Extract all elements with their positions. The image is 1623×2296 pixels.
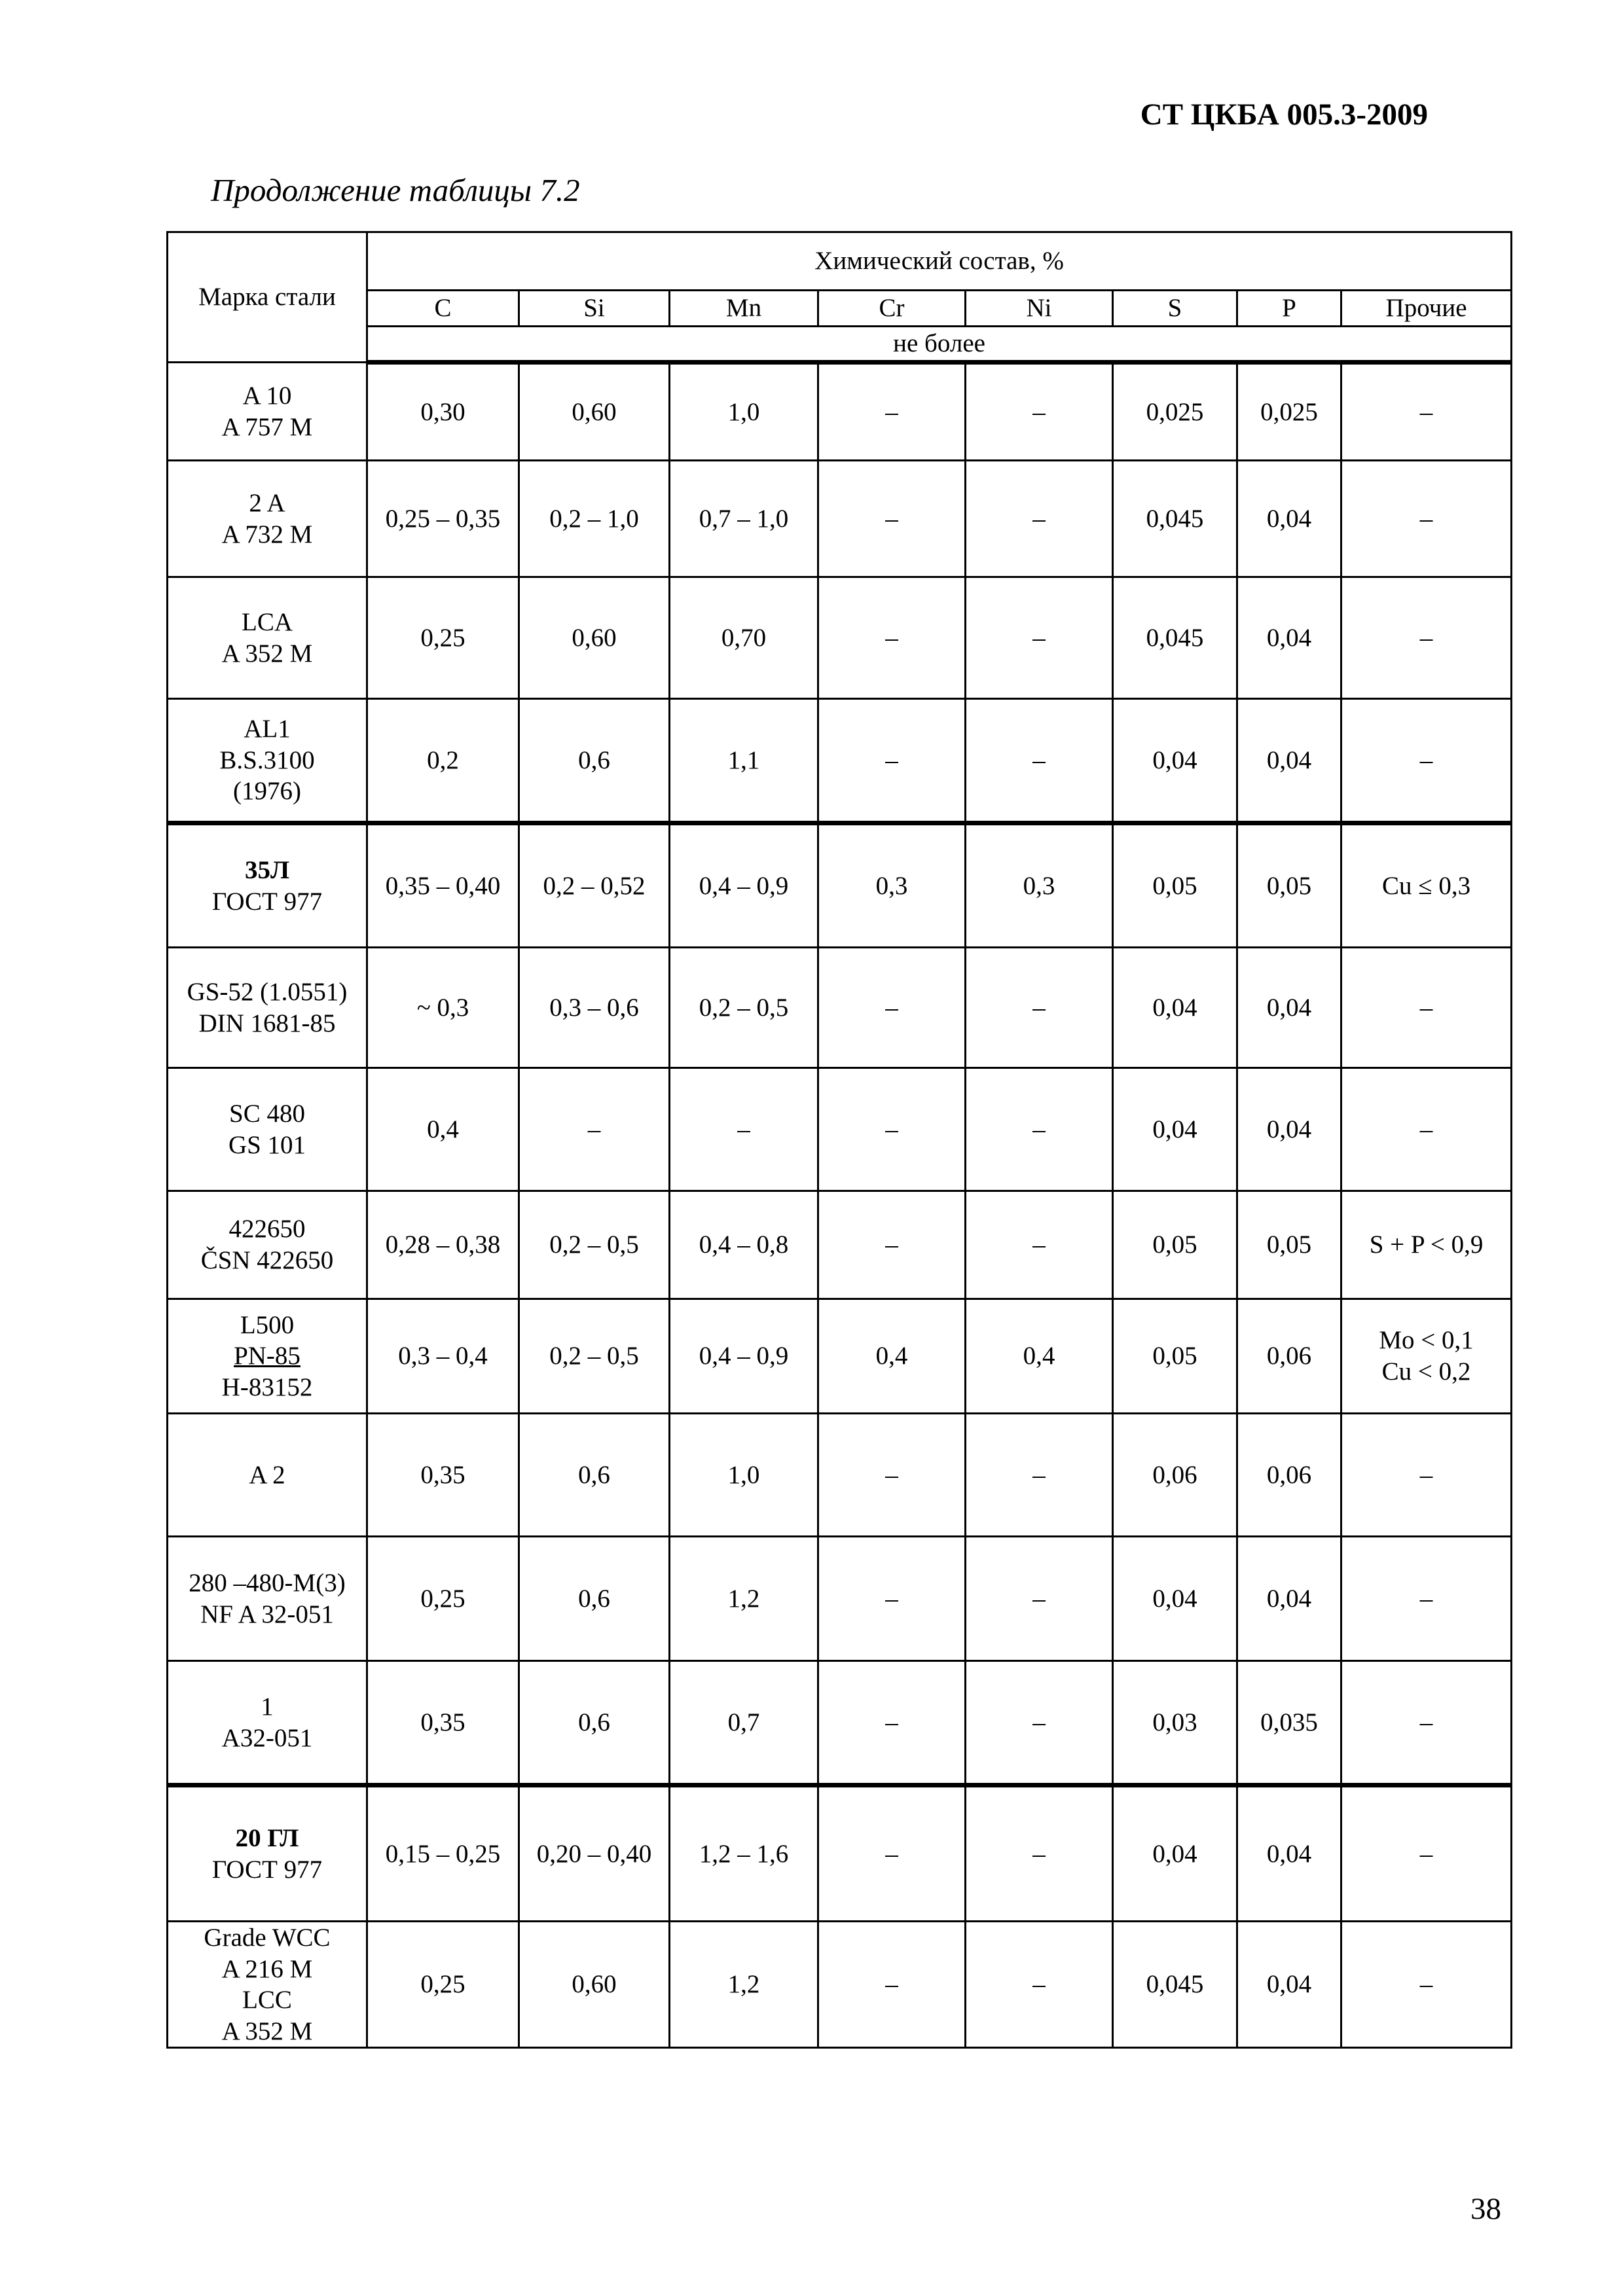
composition-value: – xyxy=(885,1839,898,1868)
composition-value: 0,3 xyxy=(1023,871,1055,900)
composition-cell xyxy=(367,1785,519,1922)
composition-value: 0,05 xyxy=(1152,871,1197,900)
composition-value: S + P < 0,9 xyxy=(1369,1230,1484,1259)
grade-name: (1976) xyxy=(233,777,301,806)
composition-cell xyxy=(1113,1537,1237,1661)
composition-cell xyxy=(818,461,966,577)
composition-value: 0,6 xyxy=(578,1584,610,1613)
composition-value: – xyxy=(1419,623,1433,652)
composition-cell xyxy=(818,1299,966,1414)
grade-name: GS 101 xyxy=(228,1130,306,1159)
composition-cell xyxy=(367,1414,519,1537)
composition-cell xyxy=(1341,1661,1512,1785)
composition-cell xyxy=(1237,461,1341,577)
composition-cell xyxy=(670,577,818,699)
composition-value: 1,1 xyxy=(727,745,760,774)
composition-cell xyxy=(818,699,966,823)
composition-value-extra: Cu < 0,2 xyxy=(1381,1357,1471,1386)
grade-cell xyxy=(168,1785,367,1922)
grade-cell xyxy=(168,1922,367,2048)
grade-cell xyxy=(168,577,367,699)
composition-value: 1,0 xyxy=(727,397,760,426)
composition-cell xyxy=(1341,1785,1512,1922)
composition-cell xyxy=(670,699,818,823)
table-row xyxy=(168,1299,1512,1414)
grade-name: 20 ГЛ xyxy=(235,1823,299,1852)
composition-cell xyxy=(966,577,1113,699)
grade-name: A 352 M xyxy=(221,639,313,668)
grade-name: PN-85 xyxy=(234,1342,301,1371)
grade-name: DIN 1681-85 xyxy=(198,1009,336,1037)
grade-cell xyxy=(168,1191,367,1299)
composition-value: 0,04 xyxy=(1152,1584,1197,1613)
table-row xyxy=(168,1922,1512,2048)
composition-cell xyxy=(818,1785,966,1922)
composition-cell xyxy=(818,577,966,699)
composition-value: 0,30 xyxy=(420,397,465,426)
grade-name: ГОСТ 977 xyxy=(211,887,323,916)
composition-cell xyxy=(519,823,670,948)
composition-cell xyxy=(1341,1299,1512,1414)
table-row xyxy=(168,1537,1512,1661)
composition-value: – xyxy=(1032,1708,1046,1736)
grade-name: A 2 xyxy=(249,1460,285,1489)
composition-value: – xyxy=(1419,1584,1433,1613)
composition-value: ~ 0,3 xyxy=(416,993,469,1022)
composition-cell xyxy=(670,1922,818,2048)
composition-value: 1,2 xyxy=(727,1584,760,1613)
composition-cell xyxy=(519,461,670,577)
composition-cell xyxy=(818,363,966,461)
grade-name: 1 xyxy=(261,1692,274,1721)
composition-value: 0,04 xyxy=(1266,745,1312,774)
element-header-c: C xyxy=(367,291,519,327)
grade-name: ČSN 422650 xyxy=(200,1246,334,1274)
composition-value: 0,7 – 1,0 xyxy=(699,504,789,533)
composition-value: 1,2 xyxy=(727,1970,760,1999)
composition-cell xyxy=(818,1537,966,1661)
composition-cell xyxy=(367,577,519,699)
composition-cell xyxy=(1113,948,1237,1068)
page-number: 38 xyxy=(1470,2192,1501,2226)
grade-cell xyxy=(168,823,367,948)
grade-cell xyxy=(168,1068,367,1191)
composition-value: 0,06 xyxy=(1266,1460,1312,1489)
composition-cell xyxy=(1237,1661,1341,1785)
table-row xyxy=(168,823,1512,948)
composition-value: 0,2 – 0,52 xyxy=(543,871,646,900)
composition-cell xyxy=(1113,461,1237,577)
composition-value: 0,05 xyxy=(1266,871,1312,900)
composition-value: 0,2 – 0,5 xyxy=(549,1342,639,1371)
composition-value: – xyxy=(885,1970,898,1999)
composition-cell xyxy=(1341,1191,1512,1299)
composition-cell xyxy=(966,461,1113,577)
composition-cell xyxy=(367,1537,519,1661)
composition-value: 0,4 – 0,8 xyxy=(699,1230,789,1259)
composition-cell xyxy=(1113,1068,1237,1191)
grade-name: GS-52 (1.0551) xyxy=(187,977,348,1006)
composition-value: 0,045 xyxy=(1146,504,1204,533)
composition-cell xyxy=(818,1414,966,1537)
composition-value: 0,60 xyxy=(572,1970,617,1999)
composition-cell xyxy=(670,461,818,577)
composition-value: 0,4 xyxy=(875,1342,908,1371)
composition-cell xyxy=(367,461,519,577)
element-header-mn: Mn xyxy=(670,291,818,327)
composition-cell xyxy=(1237,1537,1341,1661)
composition-value: – xyxy=(885,993,898,1022)
composition-cell xyxy=(367,948,519,1068)
grade-name: NF A 32-051 xyxy=(200,1600,334,1628)
composition-value: – xyxy=(1032,993,1046,1022)
composition-cell xyxy=(519,948,670,1068)
composition-cell xyxy=(670,1537,818,1661)
composition-value: – xyxy=(737,1115,750,1143)
table-row xyxy=(168,461,1512,577)
grade-name: L500 xyxy=(240,1310,295,1339)
composition-value: – xyxy=(885,1708,898,1736)
element-header-si: Si xyxy=(519,291,670,327)
composition-cell xyxy=(818,823,966,948)
grade-column-header: Марка стали xyxy=(168,232,367,363)
composition-cell xyxy=(1113,1922,1237,2048)
grade-name: A 10 xyxy=(242,381,292,410)
composition-value: – xyxy=(885,1115,898,1143)
composition-cell xyxy=(966,1922,1113,2048)
grade-name: A 216 M xyxy=(221,1954,313,1983)
composition-value: 0,045 xyxy=(1146,1970,1204,1999)
composition-cell xyxy=(818,1068,966,1191)
composition-value: 0,2 – 0,5 xyxy=(699,993,789,1022)
composition-value: 0,04 xyxy=(1152,1115,1197,1143)
document-code: СТ ЦКБА 005.3-2009 xyxy=(1140,98,1428,132)
composition-cell xyxy=(1113,577,1237,699)
composition-value: 0,7 xyxy=(727,1708,760,1736)
composition-value: 0,04 xyxy=(1266,623,1312,652)
composition-cell xyxy=(1113,1414,1237,1537)
composition-cell xyxy=(367,699,519,823)
composition-value: 0,03 xyxy=(1152,1708,1197,1736)
grade-cell xyxy=(168,699,367,823)
composition-value: – xyxy=(1419,504,1433,533)
composition-value: – xyxy=(1419,1460,1433,1489)
composition-cell xyxy=(1237,577,1341,699)
composition-cell xyxy=(1341,699,1512,823)
composition-value: – xyxy=(1419,1839,1433,1868)
composition-cell xyxy=(670,1661,818,1785)
composition-cell xyxy=(1237,699,1341,823)
composition-cell xyxy=(1237,1414,1341,1537)
composition-value: 0,6 xyxy=(578,745,610,774)
grade-cell xyxy=(168,363,367,461)
grade-name: A 757 M xyxy=(221,412,313,441)
composition-cell xyxy=(1113,1299,1237,1414)
composition-cell xyxy=(1113,1785,1237,1922)
composition-cell xyxy=(1237,1191,1341,1299)
composition-value: 0,025 xyxy=(1260,397,1318,426)
composition-value: 0,25 – 0,35 xyxy=(385,504,501,533)
composition-cell xyxy=(670,948,818,1068)
composition-value: – xyxy=(1032,745,1046,774)
element-header-ni: Ni xyxy=(966,291,1113,327)
composition-value: 0,045 xyxy=(1146,623,1204,652)
composition-cell xyxy=(966,823,1113,948)
composition-cell xyxy=(519,1414,670,1537)
composition-cell xyxy=(519,1299,670,1414)
composition-value: – xyxy=(1419,1970,1433,1999)
composition-value: 0,4 xyxy=(1023,1342,1055,1371)
composition-cell xyxy=(519,1191,670,1299)
composition-cell xyxy=(670,363,818,461)
composition-cell xyxy=(966,1661,1113,1785)
max-limit-subheader: не более xyxy=(367,327,1512,363)
composition-value: 0,6 xyxy=(578,1460,610,1489)
composition-cell xyxy=(519,363,670,461)
composition-cell xyxy=(367,1191,519,1299)
composition-value: – xyxy=(885,1230,898,1259)
composition-cell xyxy=(1237,948,1341,1068)
grade-name: 35Л xyxy=(244,855,290,884)
composition-cell xyxy=(818,1191,966,1299)
composition-value: 0,05 xyxy=(1152,1342,1197,1371)
grade-name: SC 480 xyxy=(229,1099,305,1128)
table-row xyxy=(168,577,1512,699)
grade-cell xyxy=(168,1537,367,1661)
composition-cell xyxy=(670,1414,818,1537)
grade-cell xyxy=(168,1414,367,1537)
composition-cell xyxy=(519,1068,670,1191)
composition-cell xyxy=(1341,1922,1512,2048)
composition-value: 0,2 – 0,5 xyxy=(549,1230,639,1259)
composition-cell xyxy=(966,948,1113,1068)
table-row xyxy=(168,1414,1512,1537)
table-row xyxy=(168,1068,1512,1191)
composition-cell xyxy=(1237,1785,1341,1922)
composition-cell xyxy=(519,1922,670,2048)
composition-cell xyxy=(1341,1537,1512,1661)
composition-cell xyxy=(1113,699,1237,823)
composition-value: 0,04 xyxy=(1266,1584,1312,1613)
composition-cell xyxy=(670,823,818,948)
composition-cell xyxy=(1113,1661,1237,1785)
element-header-other: Прочие xyxy=(1341,291,1512,327)
composition-cell xyxy=(966,363,1113,461)
composition-cell xyxy=(1237,823,1341,948)
composition-cell xyxy=(670,1068,818,1191)
composition-value: – xyxy=(1032,1460,1046,1489)
grade-name: ГОСТ 977 xyxy=(211,1855,323,1884)
composition-value: – xyxy=(1032,397,1046,426)
composition-value: 0,04 xyxy=(1266,504,1312,533)
composition-cell xyxy=(1341,1414,1512,1537)
grade-name: H-83152 xyxy=(221,1372,313,1401)
composition-cell xyxy=(818,1922,966,2048)
composition-value: 1,0 xyxy=(727,1460,760,1489)
composition-value: – xyxy=(1032,1839,1046,1868)
composition-value: 0,60 xyxy=(572,623,617,652)
composition-cell xyxy=(1341,577,1512,699)
composition-cell xyxy=(367,823,519,948)
composition-value: – xyxy=(1032,623,1046,652)
composition-cell xyxy=(367,1922,519,2048)
composition-value: – xyxy=(1032,1970,1046,1999)
composition-cell xyxy=(367,1661,519,1785)
composition-value: 0,04 xyxy=(1266,1970,1312,1999)
composition-value: 0,2 – 1,0 xyxy=(549,504,639,533)
composition-group-header: Химический состав, % xyxy=(367,232,1512,291)
composition-cell xyxy=(1237,363,1341,461)
composition-value: 0,4 – 0,9 xyxy=(699,1342,789,1371)
grade-name: LCA xyxy=(242,607,293,636)
table-row xyxy=(168,1785,1512,1922)
composition-cell xyxy=(670,1299,818,1414)
grade-cell xyxy=(168,1299,367,1414)
composition-cell xyxy=(670,1191,818,1299)
element-header-p: P xyxy=(1237,291,1341,327)
table-caption: Продолжение таблицы 7.2 xyxy=(211,172,580,208)
composition-value: 0,35 – 0,40 xyxy=(385,871,501,900)
grade-name: Grade WCC xyxy=(204,1924,331,1952)
composition-value: 0,3 – 0,6 xyxy=(549,993,639,1022)
composition-value: 0,2 xyxy=(427,745,459,774)
composition-value: – xyxy=(885,623,898,652)
grade-name: AL1 xyxy=(244,715,291,744)
composition-value: 0,35 xyxy=(420,1708,465,1736)
composition-cell xyxy=(1113,823,1237,948)
composition-cell xyxy=(966,1537,1113,1661)
composition-value: Mo < 0,1 xyxy=(1379,1326,1474,1355)
grade-name: 2 A xyxy=(249,488,285,517)
grade-name: B.S.3100 xyxy=(219,745,315,774)
composition-value: 0,04 xyxy=(1152,993,1197,1022)
composition-cell xyxy=(670,1785,818,1922)
table-row xyxy=(168,363,1512,461)
grade-cell xyxy=(168,948,367,1068)
composition-value: – xyxy=(1032,1584,1046,1613)
composition-value: – xyxy=(885,1584,898,1613)
element-header-s: S xyxy=(1113,291,1237,327)
composition-cell xyxy=(1341,461,1512,577)
element-header-cr: Cr xyxy=(818,291,966,327)
composition-value: 0,06 xyxy=(1266,1342,1312,1371)
composition-value: 1,2 – 1,6 xyxy=(699,1839,789,1868)
table-row xyxy=(168,1661,1512,1785)
composition-value: 0,4 – 0,9 xyxy=(699,871,789,900)
composition-value: 0,06 xyxy=(1152,1460,1197,1489)
composition-cell xyxy=(519,1537,670,1661)
grade-name: 280 –480-M(3) xyxy=(189,1568,346,1597)
composition-cell xyxy=(1113,1191,1237,1299)
composition-cell xyxy=(1237,1922,1341,2048)
composition-value: – xyxy=(1419,1708,1433,1736)
composition-value: 0,04 xyxy=(1152,1839,1197,1868)
composition-value: – xyxy=(885,397,898,426)
grade-name: A 352 M xyxy=(221,2017,313,2045)
composition-value: – xyxy=(587,1115,601,1143)
composition-value: 0,25 xyxy=(420,1970,465,1999)
composition-cell xyxy=(367,1068,519,1191)
composition-value: 0,28 – 0,38 xyxy=(385,1230,501,1259)
composition-value: – xyxy=(885,504,898,533)
composition-cell xyxy=(519,699,670,823)
composition-cell xyxy=(818,1661,966,1785)
composition-value: – xyxy=(1419,1115,1433,1143)
composition-cell xyxy=(1341,363,1512,461)
composition-cell xyxy=(966,1068,1113,1191)
grade-cell xyxy=(168,461,367,577)
composition-cell xyxy=(519,1661,670,1785)
grade-name: A 732 M xyxy=(221,520,313,548)
composition-value: 0,05 xyxy=(1266,1230,1312,1259)
composition-value: – xyxy=(1032,1230,1046,1259)
table-row xyxy=(168,1191,1512,1299)
composition-value: – xyxy=(1419,993,1433,1022)
composition-value: 0,35 xyxy=(420,1460,465,1489)
composition-cell xyxy=(966,1785,1113,1922)
composition-value: Cu ≤ 0,3 xyxy=(1381,871,1471,900)
composition-value: 0,025 xyxy=(1146,397,1204,426)
composition-cell xyxy=(367,1299,519,1414)
grade-cell xyxy=(168,1661,367,1785)
chemical-composition-table xyxy=(166,231,1512,2049)
composition-value: – xyxy=(1032,504,1046,533)
grade-name: LCC xyxy=(242,1986,292,2015)
composition-value: 0,035 xyxy=(1260,1708,1318,1736)
table-row xyxy=(168,948,1512,1068)
composition-value: 0,05 xyxy=(1152,1230,1197,1259)
composition-value: 0,3 – 0,4 xyxy=(398,1342,488,1371)
composition-cell xyxy=(1113,363,1237,461)
composition-cell xyxy=(367,363,519,461)
composition-cell xyxy=(1341,1068,1512,1191)
composition-value: 0,6 xyxy=(578,1708,610,1736)
composition-value: 0,25 xyxy=(420,1584,465,1613)
composition-value: 0,3 xyxy=(875,871,908,900)
grade-name: A32-051 xyxy=(221,1723,313,1752)
composition-value: 0,70 xyxy=(721,623,767,652)
composition-value: 0,04 xyxy=(1266,1839,1312,1868)
composition-value: – xyxy=(1419,745,1433,774)
composition-cell xyxy=(966,1191,1113,1299)
composition-value: 0,04 xyxy=(1266,993,1312,1022)
composition-value: – xyxy=(1032,1115,1046,1143)
composition-value: – xyxy=(885,745,898,774)
composition-value: 0,20 – 0,40 xyxy=(536,1839,652,1868)
composition-cell xyxy=(519,1785,670,1922)
composition-cell xyxy=(966,1299,1113,1414)
composition-value: – xyxy=(885,1460,898,1489)
grade-name: 422650 xyxy=(228,1215,306,1244)
composition-cell xyxy=(1341,948,1512,1068)
composition-value: 0,4 xyxy=(427,1115,459,1143)
composition-value: 0,15 – 0,25 xyxy=(385,1839,501,1868)
composition-cell xyxy=(1237,1299,1341,1414)
composition-cell xyxy=(966,1414,1113,1537)
composition-value: – xyxy=(1419,397,1433,426)
composition-value: 0,04 xyxy=(1152,745,1197,774)
composition-value: 0,04 xyxy=(1266,1115,1312,1143)
composition-cell xyxy=(966,699,1113,823)
table-row xyxy=(168,699,1512,823)
composition-cell xyxy=(1341,823,1512,948)
composition-cell xyxy=(519,577,670,699)
composition-value: 0,25 xyxy=(420,623,465,652)
composition-cell xyxy=(1237,1068,1341,1191)
composition-cell xyxy=(818,948,966,1068)
composition-value: 0,60 xyxy=(572,397,617,426)
